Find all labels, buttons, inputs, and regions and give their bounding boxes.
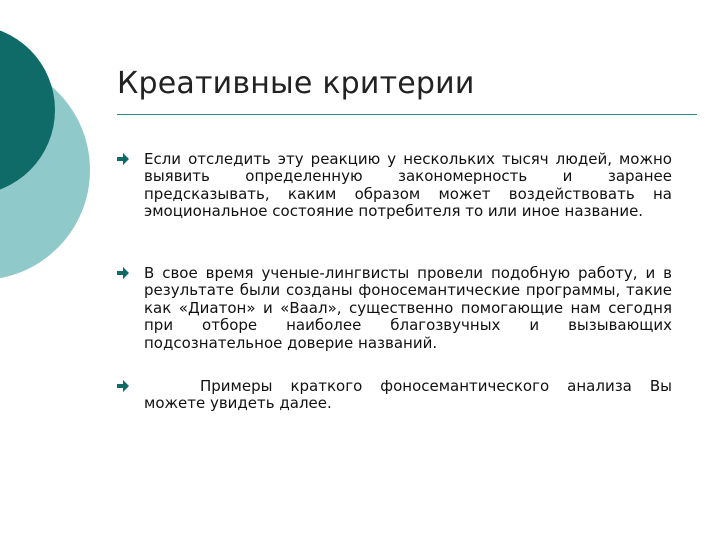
slide-title: Креативные критерии <box>117 66 475 101</box>
right-arrow-icon <box>116 151 130 167</box>
bullet-text-block <box>144 378 672 413</box>
bullet-text: В свое время ученые-лингвисты провели подобную работу, и в результате были созданы фоносемантические программы, такие как «Диатон» и «Ваал», существенно помогающие нам сегодня при отборе наиболее благозвучных и вызывающих подсознательное доверие названий. <box>144 264 672 352</box>
right-arrow-icon <box>116 265 130 281</box>
right-arrow-icon <box>116 378 130 394</box>
bullet-text: Примеры краткого фоносемантического анализа Вы можете увидеть далее. <box>144 377 672 413</box>
bullet-text: Если отследить эту реакцию у нескольких тысяч людей, можно выявить определенную закономерность и заранее предсказывать, каким образом может воздействовать на эмоциональное состояние потребителя то или иное название. <box>144 150 672 221</box>
